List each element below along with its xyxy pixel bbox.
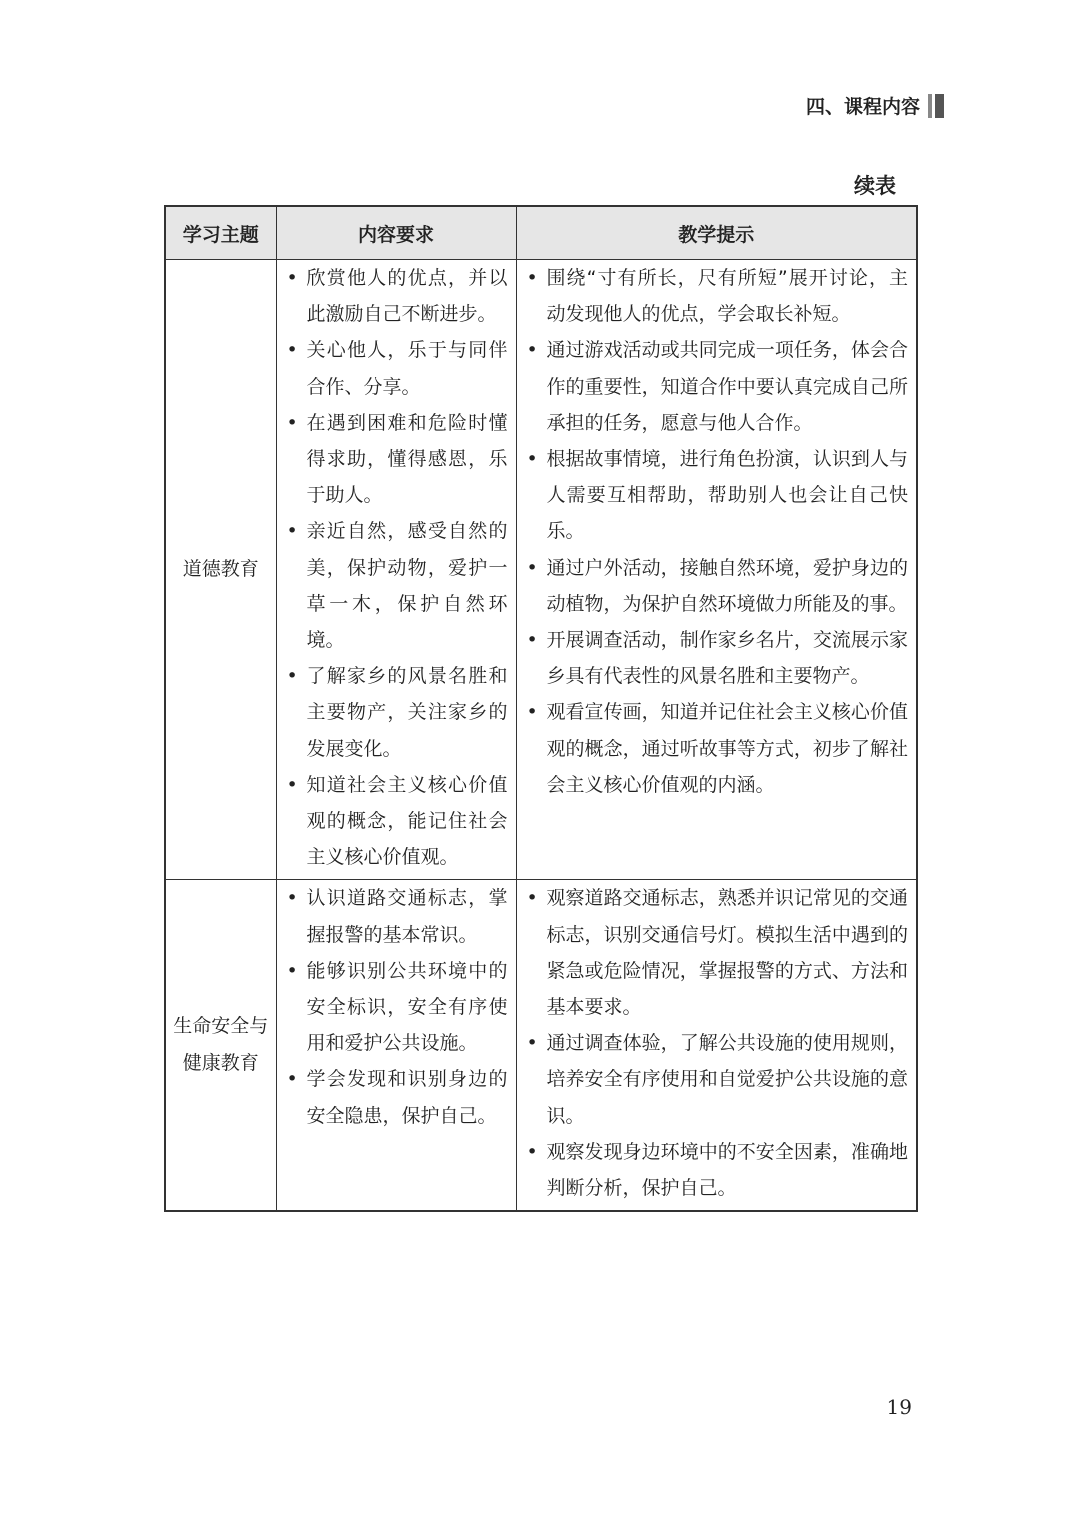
tip-item <box>527 260 909 332</box>
content-text: 在遇到困难和危险时懂得求助，懂得感恩，乐于助人。 <box>306 411 508 507</box>
tips-group <box>527 550 909 622</box>
tip-item <box>527 550 909 622</box>
tips-group <box>527 1134 909 1206</box>
content-group <box>287 880 508 952</box>
content-group <box>287 513 508 658</box>
bullet-icon: • <box>286 959 298 982</box>
topic-cell: 道德教育 <box>165 260 276 880</box>
content-text: 了解家乡的风景名胜和主要物产，关注家乡的发展变化。 <box>306 665 508 760</box>
content-list <box>277 260 516 879</box>
tips-group <box>527 880 909 1025</box>
content-cell <box>276 880 516 1211</box>
tips-list <box>517 260 917 807</box>
bullet-icon: • <box>526 339 538 362</box>
bullet-icon: • <box>526 556 538 579</box>
bullet-icon: • <box>286 411 298 434</box>
bullet-icon: • <box>286 887 298 910</box>
content-list <box>277 880 516 1137</box>
tip-text: 观察道路交通标志，熟悉并识记常见的交通标志，识别交通信号灯。模拟生活中遇到的紧急或危险情况，掌握报警的方式、方法和基本要求。 <box>546 887 908 1019</box>
content-group <box>287 405 508 514</box>
content-group <box>287 953 508 1062</box>
content-text: 学会发现和识别身边的安全隐患，保护自己。 <box>306 1068 508 1127</box>
content-text: 欣赏他人的优点，并以此激励自己不断进步。 <box>306 267 508 326</box>
tip-item <box>527 622 909 694</box>
tip-text: 通过调查体验，了解公共设施的使用规则，培养安全有序使用和自觉爱护公共设施的意识。 <box>546 1032 908 1127</box>
tips-group <box>527 694 909 803</box>
content-item <box>287 332 508 404</box>
column-header-tips: 教学提示 <box>516 206 917 260</box>
tip-text: 围绕“寸有所长，尺有所短”展开讨论，主动发现他人的优点，学会取长补短。 <box>546 267 908 326</box>
page-number: 19 <box>886 1395 912 1419</box>
bullet-icon: • <box>286 1068 298 1091</box>
tip-text: 观察发现身边环境中的不安全因素，准确地判断分析，保护自己。 <box>546 1140 908 1200</box>
bullet-icon: • <box>286 339 298 362</box>
tips-list <box>517 880 917 1210</box>
tip-text: 开展调查活动，制作家乡名片，交流展示家乡具有代表性的风景名胜和主要物产。 <box>546 629 908 688</box>
bullet-icon: • <box>286 267 298 289</box>
bullet-icon: • <box>526 887 538 910</box>
tip-item <box>527 332 909 441</box>
tip-text: 通过游戏活动或共同完成一项任务，体会合作的重要性，知道合作中要认真完成自己所承担的任务，愿意与他人合作。 <box>546 339 908 434</box>
content-group <box>287 767 508 876</box>
table-row <box>165 880 917 1211</box>
column-header-topic: 学习主题 <box>165 206 276 260</box>
content-text: 能够识别公共环境中的安全标识，安全有序使用和爱护公共设施。 <box>306 959 508 1055</box>
content-item <box>287 880 508 952</box>
tip-item <box>527 441 909 550</box>
tip-item <box>527 880 909 1025</box>
bullet-icon: • <box>286 520 298 543</box>
bullet-icon: • <box>286 773 298 796</box>
bullet-icon: • <box>526 629 538 652</box>
tips-cell <box>516 880 917 1211</box>
curriculum-table <box>164 205 918 1212</box>
content-item <box>287 658 508 767</box>
content-cell <box>276 260 516 880</box>
tip-item <box>527 1134 909 1206</box>
tip-text: 通过户外活动，接触自然环境，爱护身边的动植物，为保护自然环境做力所能及的事。 <box>546 556 908 615</box>
content-item <box>287 405 508 514</box>
tip-item <box>527 1025 909 1134</box>
bullet-icon: • <box>526 701 538 724</box>
content-text: 知道社会主义核心价值观的概念，能记住社会主义核心价值观。 <box>306 773 508 869</box>
tip-text: 观看宣传画，知道并记住社会主义核心价值观的概念，通过听故事等方式，初步了解社会主义核心价值观的内涵。 <box>546 701 908 796</box>
table-row <box>165 260 917 880</box>
table-header-row <box>165 206 917 260</box>
content-item <box>287 1061 508 1133</box>
bullet-icon: • <box>526 1140 538 1163</box>
tip-text: 根据故事情境，进行角色扮演，认识到人与人需要互相帮助，帮助别人也会让自己快乐。 <box>546 448 908 543</box>
tip-item <box>527 694 909 803</box>
content-text: 关心他人，乐于与同伴合作、分享。 <box>306 339 508 398</box>
tips-group <box>527 1025 909 1134</box>
tips-group <box>527 260 909 441</box>
content-item <box>287 513 508 658</box>
topic-cell: 生命安全与健康教育 <box>165 880 276 1211</box>
header-bars-icon <box>928 94 944 118</box>
content-text: 认识道路交通标志，掌握报警的基本常识。 <box>306 887 508 946</box>
bullet-icon: • <box>526 267 538 289</box>
running-header <box>806 92 944 119</box>
column-header-content: 内容要求 <box>276 206 516 260</box>
tips-group <box>527 622 909 694</box>
content-item <box>287 260 508 332</box>
tips-cell <box>516 260 917 880</box>
continued-label: 续表 <box>854 174 896 198</box>
content-text: 亲近自然，感受自然的美，保护动物，爱护一草一木，保护自然环境。 <box>306 520 508 652</box>
bullet-icon: • <box>526 1032 538 1055</box>
content-group <box>287 658 508 767</box>
content-group <box>287 1061 508 1133</box>
bullet-icon: • <box>526 448 538 471</box>
bullet-icon: • <box>286 665 298 688</box>
content-item <box>287 953 508 1062</box>
tips-group <box>527 441 909 550</box>
content-item <box>287 767 508 876</box>
section-title: 四、课程内容 <box>805 96 920 118</box>
content-group <box>287 260 508 405</box>
